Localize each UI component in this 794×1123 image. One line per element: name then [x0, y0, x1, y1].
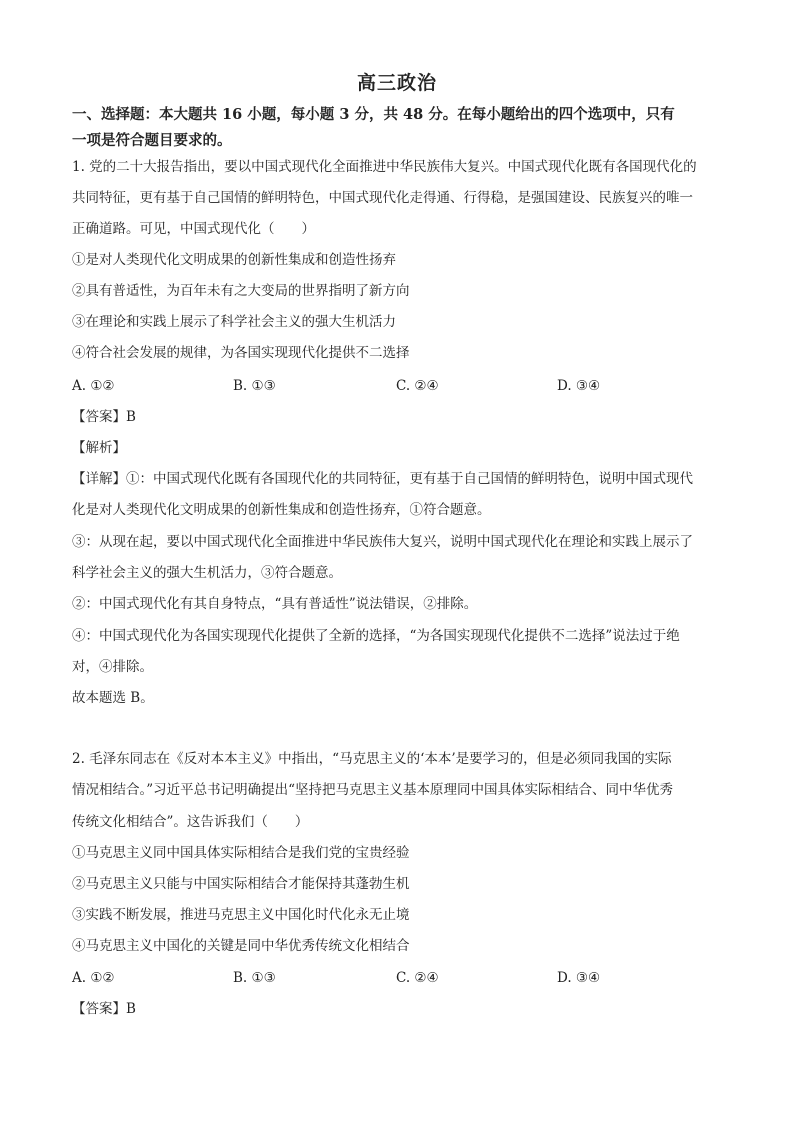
q1-explanation-line-6: ④：中国式现代化为各国实现现代化提供了全新的选择，“为各国实现现代化提供不二选择”说法过于绝 — [72, 628, 680, 644]
q1-statement-3: ③在理论和实践上展示了科学社会主义的强大生机活力 — [72, 314, 396, 330]
q2-option-a: A. ①② — [72, 970, 115, 986]
page-title: 高三政治 — [356, 72, 437, 94]
q2-option-c: C. ②④ — [396, 970, 439, 986]
q2-statement-3: ③实践不断发展，推进马克思主义中国化时代化永无止境 — [72, 907, 410, 923]
q1-option-d: D. ③④ — [557, 378, 601, 394]
q1-stem-line-2: 共同特征，更有基于自己国情的鲜明特色，中国式现代化走得通、行得稳，是强国建设、民族复兴的唯一 — [72, 190, 693, 206]
q1-analysis-label: 【解析】 — [72, 440, 126, 456]
q2-statement-1: ①马克思主义同中国具体实际相结合是我们党的宝贵经验 — [72, 845, 410, 861]
q1-statement-1: ①是对人类现代化文明成果的创新性集成和创造性扬弃 — [72, 252, 396, 268]
q1-explanation-line-3: ③：从现在起，要以中国式现代化全面推进中华民族伟大复兴，说明中国式现代化在理论和实践上展示了 — [72, 534, 693, 550]
q2-stem-line-3: 传统文化相结合”。这告诉我们（ ） — [72, 814, 309, 830]
q2-statement-4: ④马克思主义中国化的关键是同中华优秀传统文化相结合 — [72, 938, 410, 954]
q1-statement-2: ②具有普适性，为百年未有之大变局的世界指明了新方向 — [72, 283, 410, 299]
q1-explanation-line-2: 化是对人类现代化文明成果的创新性集成和创造性扬弃，①符合题意。 — [72, 502, 491, 518]
q2-stem-line-1: 2. 毛泽东同志在《反对本本主义》中指出，“马克思主义的‘本本’是要学习的，但是必须同我国的实际 — [72, 751, 672, 767]
q1-explanation-line-1: 【详解】①：中国式现代化既有各国现代化的共同特征，更有基于自己国情的鲜明特色，说明中国式现代 — [72, 471, 693, 487]
section-heading — [72, 102, 732, 154]
q1-explanation-line-8: 故本题选 B。 — [72, 690, 154, 706]
q2-option-d: D. ③④ — [557, 970, 601, 986]
section-heading-line-2: 一项是符合题目要求的。 — [72, 132, 232, 149]
q1-answer: 【答案】B — [72, 409, 136, 425]
q1-option-c: C. ②④ — [396, 378, 439, 394]
q2-stem-line-2: 情况相结合。”习近平总书记明确提出“坚持把马克思主义基本原理同中国具体实际相结合、同中华优秀 — [72, 782, 674, 798]
q1-explanation-line-7: 对，④排除。 — [72, 659, 153, 675]
q2-answer: 【答案】B — [72, 1001, 136, 1017]
q1-option-a: A. ①② — [72, 378, 115, 394]
q1-statement-4: ④符合社会发展的规律，为各国实现现代化提供不二选择 — [72, 345, 410, 361]
q1-explanation-line-4: 科学社会主义的强大生机活力，③符合题意。 — [72, 565, 342, 581]
q1-stem-line-1: 1. 党的二十大报告指出，要以中国式现代化全面推进中华民族伟大复兴。中国式现代化既有各国现代化的 — [72, 159, 697, 175]
section-heading-line-1: 一、选择题：本大题共 16 小题，每小题 3 分，共 48 分。在每小题给出的四个选项中，只有 — [72, 106, 675, 123]
q2-option-b: B. ①③ — [233, 970, 276, 986]
q1-explanation-line-5: ②：中国式现代化有其自身特点，“具有普适性”说法错误，②排除。 — [72, 596, 478, 612]
q1-stem-line-3: 正确道路。可见，中国式现代化（ ） — [72, 221, 315, 237]
q1-option-b: B. ①③ — [233, 378, 276, 394]
q2-statement-2: ②马克思主义只能与中国实际相结合才能保持其蓬勃生机 — [72, 876, 410, 892]
